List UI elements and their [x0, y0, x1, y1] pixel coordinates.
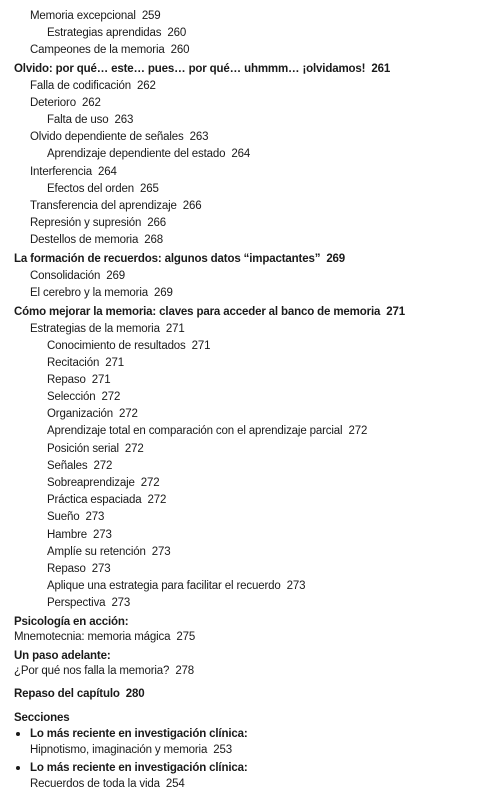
toc-entry-page-number: 260 [167, 27, 187, 39]
toc-entry-title: Olvido: por qué… este… pues… por qué… uhmmm… ¡olvidamos! [14, 63, 366, 75]
toc-entry-title: Represión y supresión [30, 217, 142, 229]
toc-entry-title: Mnemotecnia: memoria mágica [14, 631, 171, 643]
toc-entry-page-number: 264 [97, 166, 117, 178]
toc-entry-title: Estrategias aprendidas [47, 27, 162, 39]
toc-entry-title: Repaso [47, 374, 86, 386]
toc-entry-title: Falla de codificación [30, 80, 132, 92]
toc-entry-page-number: 273 [111, 597, 131, 609]
toc-entry [47, 509, 104, 525]
toc-entry-title: ¿Por qué nos falla la memoria? [14, 665, 170, 677]
toc-entry [47, 355, 124, 371]
toc-heading [14, 686, 145, 702]
toc-entry [47, 458, 112, 474]
toc-entry-title: Consolidación [30, 270, 101, 282]
toc-entry-title: Efectos del orden [47, 183, 134, 195]
toc-entry [30, 8, 161, 24]
toc-entry [47, 25, 186, 41]
toc-entry-title: Secciones [14, 712, 70, 724]
toc-entry-title: Un paso adelante: [14, 650, 111, 662]
toc-entry-page-number: 259 [141, 10, 161, 22]
toc-entry-title: Sueño [47, 511, 80, 523]
toc-entry [47, 578, 305, 594]
toc-entry-title: Aprendizaje dependiente del estado [47, 148, 226, 160]
toc-entry [47, 389, 120, 405]
toc-entry-page-number: 280 [125, 688, 145, 700]
toc-entry-page-number: 278 [175, 665, 195, 677]
toc-entry [30, 95, 101, 111]
toc-entry-title: Selección [47, 391, 96, 403]
toc-entry [30, 215, 166, 231]
toc-section-heading [30, 760, 248, 776]
toc-heading [14, 304, 405, 320]
toc-entry-page-number: 272 [147, 494, 167, 506]
toc-entry-page-number: 265 [139, 183, 159, 195]
toc-entry [47, 112, 133, 128]
toc-entry [47, 181, 159, 197]
toc-entry-title: Conocimiento de resultados [47, 340, 186, 352]
toc-entry-page-number: 272 [101, 391, 121, 403]
toc-entry [30, 285, 173, 301]
toc-entry-title: Recuerdos de toda la vida [30, 778, 160, 790]
toc-entry-title: Falta de uso [47, 114, 109, 126]
toc-entry-page-number: 272 [140, 477, 160, 489]
bullet-icon [16, 732, 20, 736]
toc-heading [14, 663, 194, 679]
toc-entry [30, 742, 232, 758]
toc-entry-title: Transferencia del aprendizaje [30, 200, 177, 212]
toc-entry-page-number: 263 [114, 114, 134, 126]
toc-entry-title: Repaso del capítulo [14, 688, 120, 700]
toc-entry-page-number: 273 [85, 511, 105, 523]
toc-entry-page-number: 266 [182, 200, 202, 212]
toc-entry-page-number: 253 [213, 744, 232, 756]
toc-entry-title: La formación de recuerdos: algunos datos “impactantes” [14, 253, 321, 265]
toc-heading [14, 710, 70, 726]
toc-entry [47, 338, 210, 354]
toc-entry [30, 268, 125, 284]
toc-section-heading [30, 726, 248, 742]
toc-entry-page-number: 273 [91, 563, 111, 575]
toc-entry [47, 441, 144, 457]
toc-entry-page-number: 266 [147, 217, 167, 229]
toc-entry [47, 561, 111, 577]
toc-entry-title: Interferencia [30, 166, 92, 178]
toc-entry-page-number: 272 [124, 443, 144, 455]
toc-entry-title: Amplíe su retención [47, 546, 146, 558]
toc-entry-page-number: 269 [326, 253, 346, 265]
toc-entry [30, 129, 208, 145]
toc-entry-page-number: 262 [137, 80, 156, 92]
toc-entry [47, 527, 112, 543]
toc-entry-page-number: 269 [153, 287, 173, 299]
toc-entry-page-number: 261 [371, 63, 391, 75]
toc-entry-page-number: 268 [144, 234, 163, 246]
toc-entry [30, 198, 201, 214]
toc-entry-title: Memoria excepcional [30, 10, 136, 22]
toc-entry-page-number: 275 [176, 631, 196, 643]
toc-entry-title: Psicología en acción: [14, 616, 129, 628]
toc-entry-title: Organización [47, 408, 113, 420]
toc-entry-title: Práctica espaciada [47, 494, 142, 506]
toc-heading [14, 251, 345, 267]
toc-entry-title: Aprendizaje total en comparación con el aprendizaje parcial [47, 425, 343, 437]
toc-entry-title: Señales [47, 460, 88, 472]
toc-entry [47, 475, 160, 491]
toc-entry-title: Perspectiva [47, 597, 106, 609]
toc-entry [30, 164, 117, 180]
toc-heading [14, 648, 111, 664]
toc-entry [30, 776, 185, 792]
toc-entry-page-number: 271 [91, 374, 111, 386]
toc-entry-page-number: 263 [189, 131, 209, 143]
toc-entry-title: El cerebro y la memoria [30, 287, 148, 299]
toc-entry-title: Campeones de la memoria [30, 44, 165, 56]
toc-entry-page-number: 271 [165, 323, 185, 335]
toc-entry-title: Hipnotismo, imaginación y memoria [30, 744, 208, 756]
toc-entry-page-number: 271 [191, 340, 211, 352]
bullet-icon [16, 766, 20, 770]
toc-entry-title: Posición serial [47, 443, 119, 455]
toc-entry-page-number: 262 [81, 97, 101, 109]
toc-entry-page-number: 272 [348, 425, 368, 437]
toc-entry [30, 78, 156, 94]
toc-entry [47, 595, 130, 611]
toc-entry-page-number: 272 [118, 408, 138, 420]
toc-entry-page-number: 260 [170, 44, 190, 56]
toc-entry [47, 423, 367, 439]
toc-entry [47, 492, 166, 508]
toc-entry-title: Cómo mejorar la memoria: claves para acceder al banco de memoria [14, 306, 381, 318]
toc-entry [30, 232, 163, 248]
toc-entry [47, 372, 111, 388]
toc-entry-title: Deterioro [30, 97, 76, 109]
toc-entry-page-number: 271 [105, 357, 124, 369]
toc-entry [47, 544, 171, 560]
toc-entry-title: Recitación [47, 357, 100, 369]
toc-entry [47, 146, 250, 162]
toc-entry-title: Lo más reciente en investigación clínica: [30, 762, 248, 774]
toc-entry-title: Repaso [47, 563, 86, 575]
toc-entry-page-number: 271 [386, 306, 405, 318]
toc-entry-page-number: 273 [93, 529, 112, 541]
toc-heading [14, 614, 128, 630]
toc-entry-page-number: 272 [93, 460, 113, 472]
toc-heading [14, 629, 195, 645]
toc-entry-title: Sobreaprendizaje [47, 477, 135, 489]
toc-entry [30, 321, 185, 337]
toc-entry-page-number: 273 [151, 546, 171, 558]
toc-entry-title: Hambre [47, 529, 88, 541]
toc-entry-page-number: 264 [231, 148, 251, 160]
toc-entry-title: Aplique una estrategia para facilitar el recuerdo [47, 580, 281, 592]
toc-entry-title: Olvido dependiente de señales [30, 131, 184, 143]
toc-heading [14, 61, 390, 77]
toc-entry [47, 406, 138, 422]
toc-entry-page-number: 273 [286, 580, 306, 592]
toc-entry-title: Lo más reciente en investigación clínica: [30, 728, 248, 740]
toc-entry-page-number: 269 [106, 270, 126, 282]
toc-entry-title: Destellos de memoria [30, 234, 139, 246]
toc-entry-page-number: 254 [165, 778, 185, 790]
toc-entry [30, 42, 189, 58]
toc-entry-title: Estrategias de la memoria [30, 323, 160, 335]
